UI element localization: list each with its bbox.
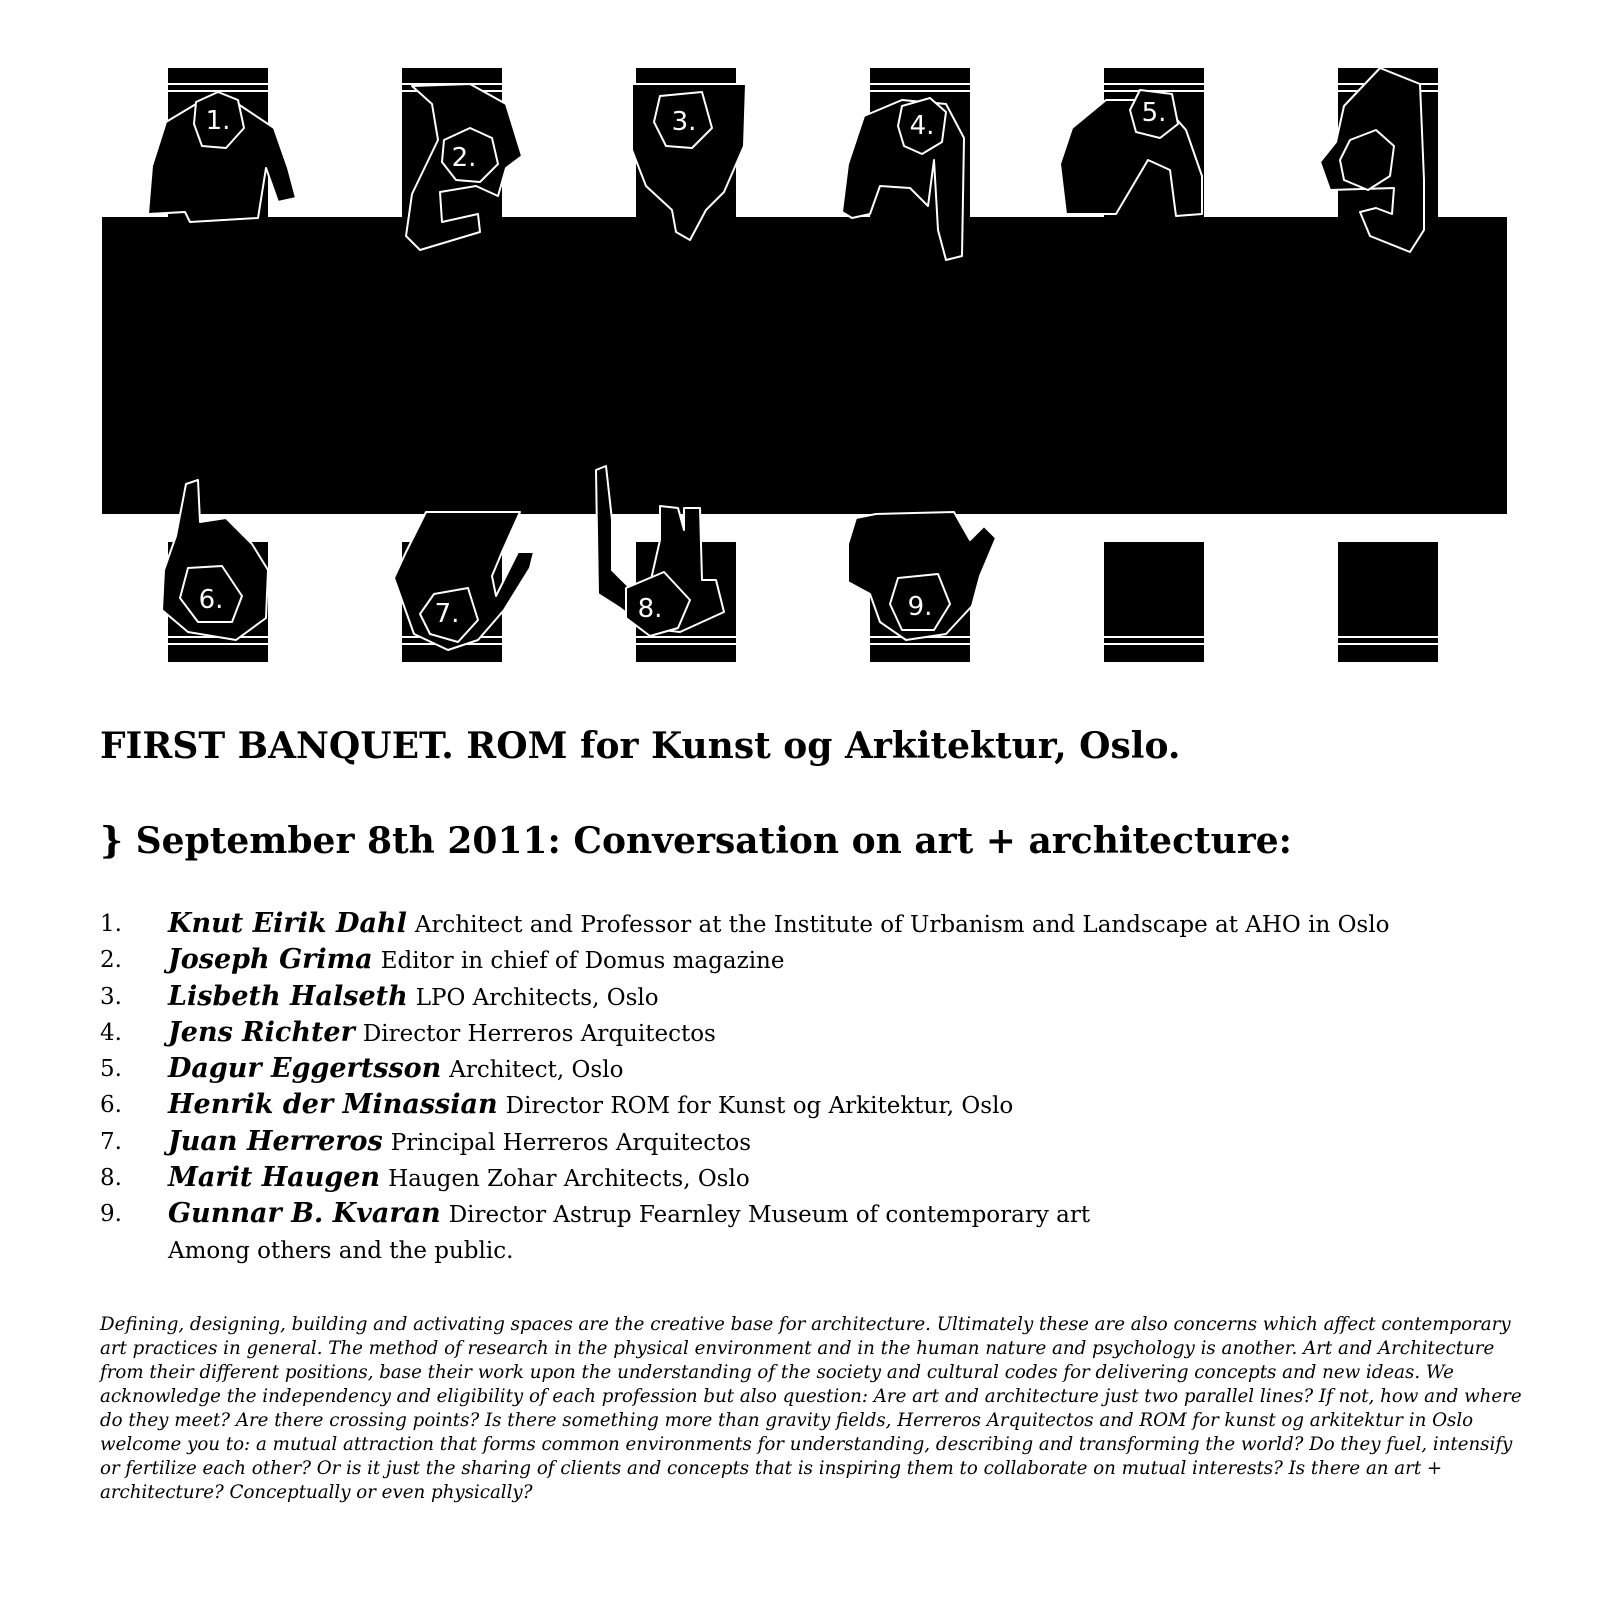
participant-description: Director Herreros Arquitectos	[362, 1020, 716, 1047]
item-number: 5.	[100, 1056, 122, 1083]
seat-label-2: 2.	[451, 143, 477, 173]
seat-label-8: 8.	[637, 594, 663, 624]
list-item	[100, 942, 1520, 978]
participant-description: Architect and Professor at the Institute of Urbanism and Landscape at AHO in Oslo	[414, 912, 1390, 938]
list-item	[100, 979, 1520, 1015]
item-number: 1.	[100, 911, 122, 937]
participant-name: Jens Richter Director Herreros Arquitectos	[168, 1016, 716, 1048]
list-item	[100, 1087, 1520, 1123]
person-8	[394, 512, 534, 650]
item-number: 7.	[100, 1128, 122, 1155]
participant-name: Knut Eirik Dahl Architect and Professor at the Institute of Urbanism and Landscape at AHO in Oslo	[168, 908, 1390, 939]
others-note: Among others and the public.	[168, 1238, 514, 1264]
participant-description: Haugen Zohar Architects, Oslo	[388, 1166, 750, 1193]
participant-description: Director Astrup Fearnley Museum of contemporary art	[448, 1202, 1091, 1229]
item-number: 6.	[100, 1092, 122, 1119]
participant-description: LPO Architects, Oslo	[415, 984, 659, 1011]
seat-label-6: 6.	[198, 585, 224, 615]
list-item	[100, 1196, 1520, 1232]
item-number: 9.	[100, 1201, 122, 1228]
seat-label-1: 1.	[205, 106, 231, 136]
list-item	[100, 1051, 1520, 1087]
list-item	[100, 1160, 1520, 1196]
item-number: 4.	[100, 1019, 122, 1046]
page-title: FIRST BANQUET. ROM for Kunst og Arkitektur, Oslo.	[100, 725, 1181, 767]
participant-name: Juan Herreros Principal Herreros Arquitectos	[168, 1125, 752, 1157]
participant-description: Editor in chief of Domus magazine	[380, 948, 785, 975]
list-item	[100, 1124, 1520, 1160]
seat-label-7: 7.	[434, 599, 460, 629]
participant-description: Architect, Oslo	[449, 1057, 624, 1084]
chair-bottom-6	[1338, 542, 1438, 662]
seat-label-5: 5.	[1141, 98, 1167, 128]
chair-bottom-5	[1104, 542, 1204, 662]
item-number: 8.	[100, 1165, 122, 1192]
seat-label-4: 4.	[909, 111, 935, 141]
item-number: 2.	[100, 947, 122, 974]
participant-list	[100, 906, 1520, 1233]
banquet-table	[102, 217, 1507, 514]
participant-name: Henrik der Minassian Director ROM for Kunst og Arkitektur, Oslo	[168, 1089, 1014, 1121]
list-item	[100, 906, 1520, 942]
event-subtitle: } September 8th 2011: Conversation on art + architecture:	[100, 820, 1292, 862]
participant-name: Lisbeth Halseth LPO Architects, Oslo	[168, 980, 659, 1012]
participant-name: Joseph Grima Editor in chief of Domus magazine	[168, 944, 785, 976]
participant-description: Director ROM for Kunst og Arkitektur, Oslo	[505, 1093, 1014, 1120]
description-paragraph: Defining, designing, building and activating spaces are the creative base for architecture. Ultimately these are also concerns which affect contemporary art practices in general. The method of research in the physical environment and in the human nature and psychology is another. Art and Architecture from their different positions, base their work upon the understanding of the society and cultural codes for delivering concepts and new ideas. We acknowledge the independency and eligibility of each profession but also question: Are art and architecture just two parallel lines? If not, how and where do they meet? Are there crossing points? Is there something more than gravity fields, Herreros Arquitectos and ROM for kunst og arkitektur in Oslo welcome you to: a mutual attraction that forms common environments for understanding, describing and transforming the world? Do they fuel, intensify or fertilize each other? Or is it just the sharing of clients and concepts that is inspiring them to collaborate on mutual interests? Is there an art + architecture? Conceptually or even physically?	[100, 1314, 1522, 1503]
participant-name: Dagur Eggertsson Architect, Oslo	[168, 1053, 624, 1085]
participant-name: Gunnar B. Kvaran Director Astrup Fearnley Museum of contemporary art	[168, 1198, 1091, 1230]
item-number: 3.	[100, 983, 122, 1010]
banquet-table-illustration	[0, 0, 1600, 670]
list-item	[100, 1015, 1520, 1051]
seat-label-3: 3.	[671, 107, 697, 137]
seat-label-9: 9.	[907, 592, 933, 622]
participant-description: Principal Herreros Arquitectos	[390, 1129, 752, 1156]
participant-name: Marit Haugen Haugen Zohar Architects, Oslo	[168, 1162, 750, 1194]
